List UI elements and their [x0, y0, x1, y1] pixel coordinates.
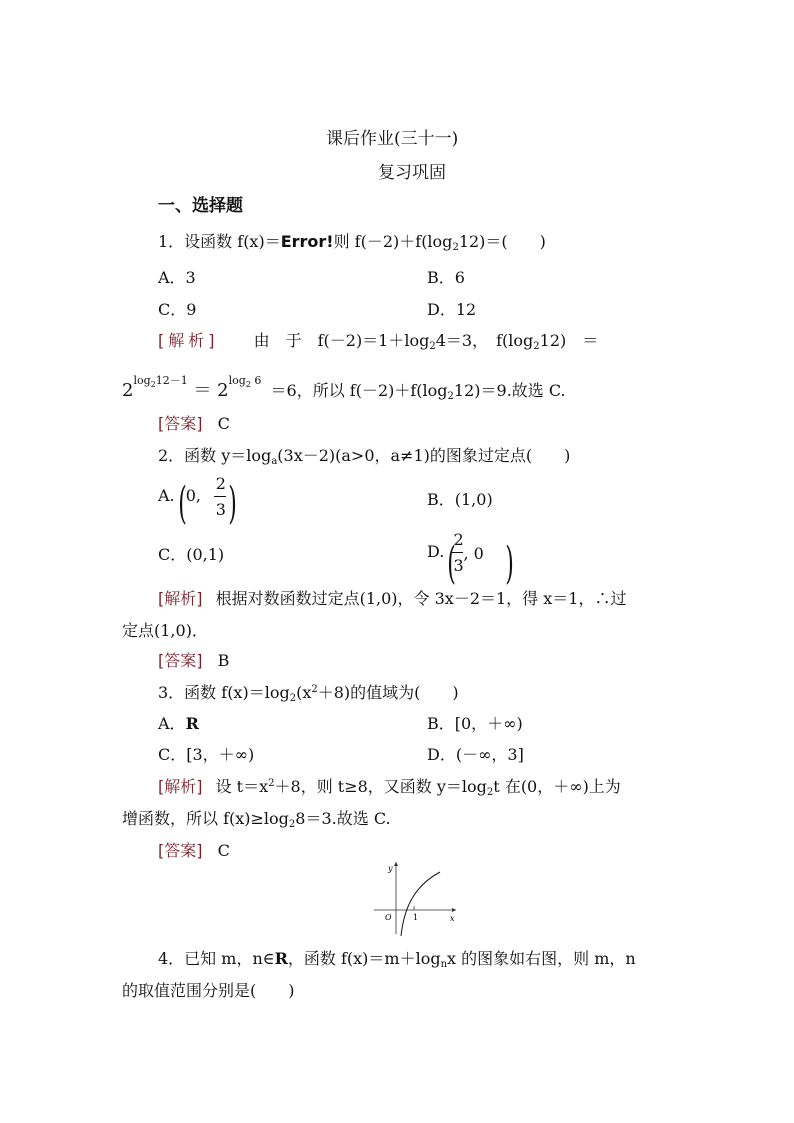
- q2-analysis-line1: [158, 586, 626, 609]
- q1-option-d: D．12: [427, 300, 477, 319]
- q3-analysis-tag: [解析]: [158, 777, 203, 796]
- q2-option-a-first: 0,: [185, 486, 201, 505]
- q2-stem-text: 2．函数 y＝log: [158, 446, 272, 465]
- q3-option-a: [158, 711, 199, 734]
- q2-analysis-tag: [解析]: [158, 589, 203, 608]
- q1-answer: [158, 411, 230, 434]
- q2-answer-tag: [答案]: [158, 651, 203, 670]
- power-exponent-2: log2 6: [228, 374, 262, 389]
- q1-analysis-text-2: 4＝3， f(log: [435, 331, 534, 350]
- q3-analysis-line2: 增函数，所以 $f(x)\ge\log_28=3$.故选 C.: [122, 809, 391, 830]
- q3-stem-text: 3．函数 f(x)＝log: [158, 683, 290, 702]
- q3-option-c: C．[3，＋∞): [158, 745, 255, 764]
- page-title: 课后作业(三十一): [326, 129, 459, 149]
- q3-analysis-text-4: 增函数，所以 f(x)≥log: [122, 809, 289, 828]
- q1-option-a: A．3: [158, 268, 196, 287]
- q4-subscript: n: [440, 959, 448, 970]
- q3-stem: [158, 680, 459, 703]
- q2-option-d-numerator: 2: [453, 530, 464, 549]
- q1-error-text: Error!: [280, 232, 334, 251]
- q3-analysis-text-3: t 在(0，＋∞)上为: [493, 777, 621, 796]
- q3-analysis-line1: [解析] 设 $t=x^2+8$，则 t≥8，又函数 $y=\log_2t$ 在(0，＋∞)上为: [158, 777, 621, 798]
- page-subtitle: 复习巩固: [378, 163, 446, 183]
- q2-option-b: B．(1,0): [427, 490, 493, 509]
- q2-answer-value: B: [217, 651, 230, 670]
- q3-analysis-text: 设 t＝x: [215, 777, 269, 796]
- q1-answer-tag: [答案]: [158, 414, 203, 433]
- q4-set-symbol: R: [274, 949, 288, 968]
- q2-option-c: C．(0,1): [158, 545, 225, 564]
- log-curve: [401, 872, 440, 936]
- q4-text: 4．已知 m，n∈: [158, 949, 275, 968]
- q3-stem-text-2: (x: [296, 683, 312, 702]
- power-expression-1: 2: [122, 380, 134, 401]
- q2-option-a: A. ( 0, 2 3 ): [158, 474, 237, 529]
- power-exponent-1: log212－1: [133, 374, 188, 389]
- q3-superscript: 2: [311, 684, 318, 695]
- q4-line2: 的取值范围分别是( ): [122, 981, 295, 1000]
- q1-option-c: C．9: [158, 300, 197, 319]
- q3-answer-tag: [答案]: [158, 841, 203, 860]
- q3-answer: [158, 838, 230, 861]
- q4-text-3: x 的图象如右图，则 m，n: [447, 949, 636, 968]
- q3-option-a-value: R: [185, 714, 199, 733]
- q3-stem-text-3: ＋8)的值域为( ): [317, 683, 459, 702]
- q3-analysis-text-5: 8＝3.故选 C.: [295, 809, 391, 828]
- q3-option-d: D．(－∞，3]: [427, 745, 524, 764]
- q2-analysis-text: 根据对数函数过定点(1,0)，令 3x－2＝1，得 x＝1，∴过: [215, 589, 627, 608]
- q2-option-d-denominator: 3: [453, 556, 464, 575]
- q2-option-d: D. ( 2 3 , 0 ): [427, 530, 515, 589]
- q1-analysis-tag: [解析]: [158, 331, 219, 350]
- q3-option-b: B．[0，＋∞): [427, 714, 523, 733]
- q4-line1: [158, 946, 636, 969]
- x-tick-label: 1: [413, 913, 419, 922]
- q2-option-a-label: A.: [158, 486, 175, 505]
- q1-stem-text-2: 则 f(－2)＋f(log: [333, 232, 453, 251]
- q2-option-d-last: , 0: [463, 544, 484, 563]
- q1-stem-text: 1．设函数 f(x)＝: [158, 232, 281, 251]
- q3-subscript: 2: [289, 693, 297, 704]
- q2-answer: [158, 648, 229, 671]
- q2-stem-text-2: (3x－2)(a>0，a≠1)的图象过定点( ): [277, 446, 571, 465]
- q1-analysis-text-4: ＝6，所以 f(－2)＋f(log: [270, 381, 448, 400]
- origin-label: O: [385, 913, 392, 922]
- q1-analysis-text: 由 于 f(－2)＝1＋log: [253, 331, 430, 350]
- q3-answer-value: C: [217, 841, 230, 860]
- q2-stem: [158, 443, 570, 466]
- q2-option-a-numerator: 2: [215, 474, 226, 493]
- x-axis-label: x: [450, 914, 455, 923]
- q3-analysis-text-2: ＋8，则 t≥8，又函数 y＝log: [274, 777, 487, 796]
- q2-option-a-denominator: 3: [215, 500, 226, 519]
- q2-option-d-label: D.: [427, 542, 445, 561]
- q4-text-2: ，函数 f(x)＝m＋log: [287, 949, 441, 968]
- y-axis-label: y: [388, 864, 393, 873]
- q2-analysis-line2: 定点(1,0)．: [122, 621, 208, 640]
- q1-option-b: B．6: [427, 268, 465, 287]
- q1-analysis-text-5: 12)＝9.故选 C.: [453, 381, 566, 400]
- function-graph: [370, 858, 460, 938]
- q2-subscript: a: [271, 456, 278, 467]
- q1-answer-value: C: [217, 414, 230, 433]
- q1-analysis-line2: $2^{log_212-1} = 2^{log_2 6} =6$，所以 $f(-2)+f(\log_212)=9$.故选 C.: [122, 374, 566, 402]
- q1-subscript: 2: [452, 242, 459, 253]
- q3-option-a-label: A．: [158, 714, 186, 733]
- section-heading: 一、选择题: [158, 196, 243, 216]
- q1-analysis-text-3: 12) ＝: [539, 331, 599, 350]
- q1-stem-text-3: 12)＝( ): [458, 232, 546, 251]
- q1-stem: [158, 229, 546, 252]
- q1-analysis-line1: [解析] 由 于 $f(-2)=1+\log_24=3$， $f(\log_212)$ ＝: [158, 331, 599, 352]
